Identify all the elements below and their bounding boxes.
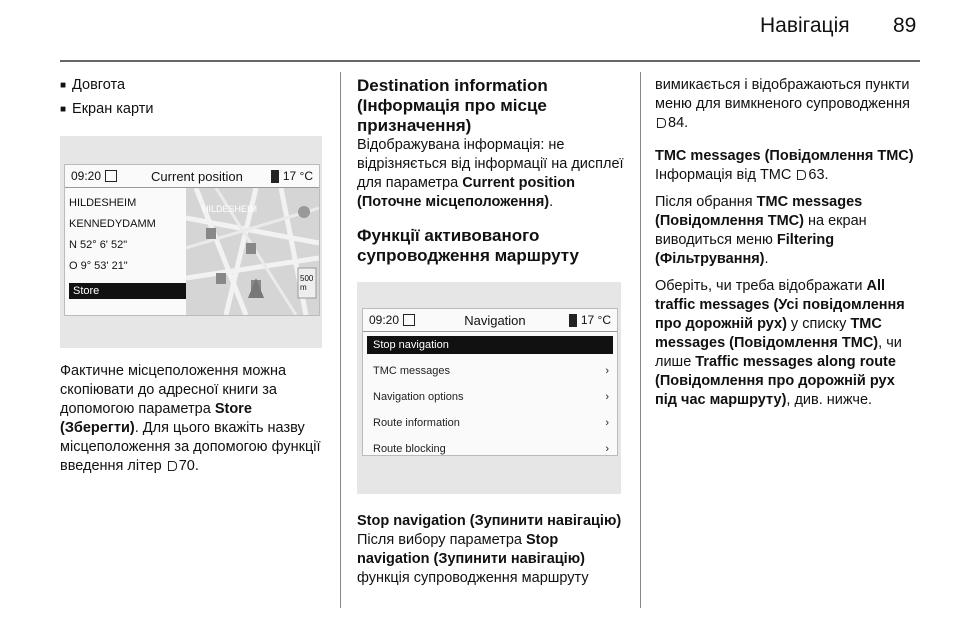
page-ref[interactable]: 63. (808, 167, 829, 183)
tmc-filter-paragraph (655, 193, 920, 269)
bold-term: TMC messages (Повідомлення TMC) (655, 316, 882, 351)
map-view (186, 188, 319, 315)
clock-time: 09:20 (71, 168, 102, 183)
tmc-info-paragraph (655, 166, 920, 185)
screen-title: Navigation (464, 312, 526, 328)
page-number: 89 (893, 14, 917, 37)
text: Після обрання (655, 194, 757, 210)
menu-item-stop-navigation[interactable] (367, 336, 613, 354)
column-2 (357, 76, 625, 596)
bold-term: Store (Зберегти) (60, 401, 252, 436)
chevron-right-icon: › (605, 443, 609, 455)
bold-term: Current position (Поточне місцеположення) (357, 175, 575, 210)
map-city-label: HILDESHEIM (202, 204, 258, 214)
menu-item-route-blocking[interactable] (367, 440, 613, 456)
bold-term: Traffic messages along route (Повідомлення про дорожній рух під час маршруту) (655, 354, 896, 408)
text: Фактичне місцеположення можна скопіювати до адресної книги за допомогою параметра (60, 363, 287, 417)
text: , чи лише (655, 335, 902, 370)
bold-term: Stop navigation (Зупинити навігацію) (357, 532, 585, 567)
status-bar (363, 309, 617, 332)
status-bar (65, 165, 319, 188)
bullet-item: ■ Довгота (60, 76, 325, 96)
phone-icon (569, 314, 577, 327)
text: Після вибору параметра (357, 532, 526, 548)
current-position-screenshot (60, 136, 322, 348)
text: . (764, 251, 769, 267)
map-scale-label: 500 m (300, 274, 314, 292)
column-1 (60, 76, 325, 484)
menu-item-label: Route blocking (373, 443, 446, 455)
position-line: O 9° 53' 21" (69, 260, 128, 272)
clock-icon (105, 170, 117, 182)
menu-item-label: TMC messages (373, 365, 451, 377)
page-ref-icon (168, 461, 177, 471)
page-ref-icon (657, 118, 666, 128)
bold-term: All traffic messages (Усі повідомлення про дорожній рух) (655, 278, 905, 332)
header-divider (60, 60, 920, 62)
text: . (549, 194, 554, 210)
stop-navigation-paragraph (357, 531, 625, 588)
menu-item-tmc-messages[interactable] (367, 362, 613, 380)
continued-paragraph (655, 76, 920, 133)
text: Інформація від TMC (655, 167, 796, 183)
page-ref[interactable]: 84. (668, 115, 689, 131)
clock-icon (403, 314, 415, 326)
display-screen (362, 308, 618, 456)
menu-item-label: Navigation options (373, 391, 464, 403)
heading-active-guidance: Функції активованого супроводження маршруту (357, 226, 579, 265)
bullet-list (60, 76, 325, 120)
heading-destination-info: Destination information (Інформація про місце призначення) (357, 76, 548, 135)
chevron-right-icon: › (605, 391, 609, 403)
clock-time: 09:20 (369, 312, 400, 327)
screen-title: Current position (151, 168, 243, 184)
text: Відображувана інформація: не відрізняється від інформації на дисплеї для параметра (357, 137, 624, 191)
page-ref-icon (797, 170, 806, 180)
text: функція супроводження маршруту (357, 570, 589, 586)
column-divider-1 (340, 72, 341, 608)
position-line: HILDESHEIM (69, 197, 137, 209)
bullet-item: ■ Екран карти (60, 100, 325, 120)
menu-item-navigation-options[interactable] (367, 388, 613, 406)
display-screen (64, 164, 320, 316)
destination-paragraph (357, 136, 625, 212)
section-title: Навігація (760, 14, 850, 37)
column-3 (655, 76, 920, 418)
position-line: KENNEDYDAMM (69, 218, 156, 230)
navigation-menu-screenshot (357, 282, 621, 494)
tmc-choice-paragraph (655, 277, 920, 410)
bold-term: TMC messages (Повідомлення TMC) (655, 194, 863, 229)
store-button[interactable]: Store (69, 283, 193, 299)
menu-item-route-information[interactable] (367, 414, 613, 432)
temperature: 17 °C (580, 312, 611, 327)
text: , див. нижче. (786, 392, 873, 408)
menu-item-label: Stop navigation (373, 339, 449, 351)
chevron-right-icon: › (605, 365, 609, 377)
temperature: 17 °C (282, 168, 313, 183)
navigation-menu (367, 336, 613, 456)
bold-term: Filtering (Фільтрування) (655, 232, 835, 267)
menu-item-label: Route information (373, 417, 460, 429)
text: Оберіть, чи треба відображати (655, 278, 867, 294)
heading-stop-navigation: Stop navigation (Зупинити навігацію) (357, 513, 622, 529)
text: у списку (786, 316, 851, 332)
heading-tmc-messages: TMC messages (Повідомлення TMC) (655, 148, 914, 164)
phone-icon (271, 170, 279, 183)
text: вимикається і відображаються пункти меню для вимкненого супроводження (655, 77, 910, 112)
chevron-right-icon: › (605, 417, 609, 429)
page-ref[interactable]: 70. (178, 458, 199, 474)
position-line: N 52° 6' 52" (69, 239, 128, 251)
text: . Для цього вкажіть назву місцеположення за допомогою функції введення літер (60, 420, 321, 474)
text: на екран виводиться меню (655, 213, 867, 248)
store-paragraph (60, 362, 325, 476)
column-divider-2 (640, 72, 641, 608)
position-details (69, 193, 156, 277)
